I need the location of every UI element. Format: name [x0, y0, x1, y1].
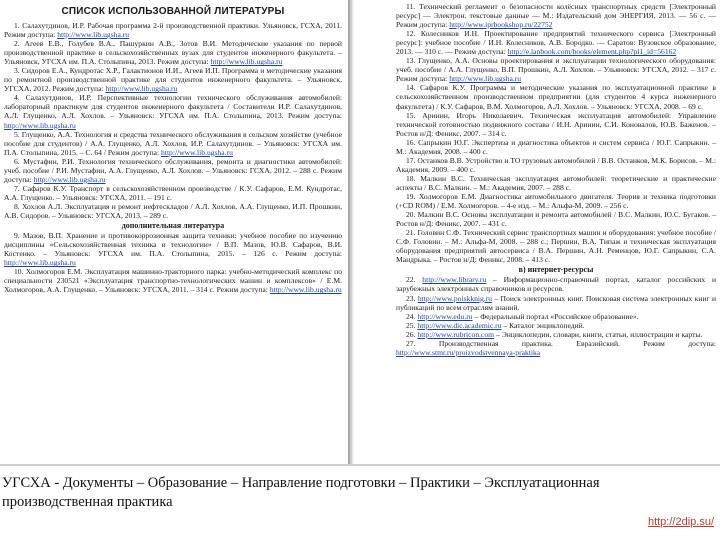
reference-item: 5. Глущенко, А.А. Технология и средства технического обслуживания в сельском хозяйстве (учебное пособие для студентов) / А.А. Глущенко, А.Л. Хохлов, И.Р. Салахутдинов. – Ульяновск: УГСХА им. П.А. Столыпина, 2015. – С. 64 / Режим доступа: http://www.lib.ugsha.ru [4, 129, 342, 157]
reference-item: 21. Головин С.Ф. Технический сервис транспортных машин и оборудования: учебное пособие / С.Ф. Головин. – М.: Альфа-М, 2008. – 288 с.; Першин, В.А. Типаж и техническая эксплуатация оборудования предприятий автосервиса / В.А. Першин, А.Н. Ременцов, Ю.Г. Сапрыкин, С.А. Мандрыка. – Ростов н/Д: Феникс, 2008. – 413 с. [396, 228, 716, 265]
reference-link[interactable]: http://www.poiskknig.ru [417, 293, 493, 303]
reference-item: 7. Сафаров К.У. Транспорт в сельскохозяйственном производстве / К.У. Сафаров, Е.М. Кундротас, А.А. Глущенко. – Ульяновск: УГСХА, 2011. – 191 с. [4, 183, 342, 202]
reference-item: 14. Сафаров К.У. Программа и методические указания по эксплуатационной практике в сельскохозяйственном производственном предприятии (для студентов 4 курса инженерного факультета) / К.У. Сафаров, В.М. Холмогоров, А.Л. Хохлов. – Ульяновск: УГСХА, 2008. – 69 с. [396, 83, 716, 111]
reference-item: 27. Производственная практика. Евразийский. Режим доступа: http://www.stmr.ru/proizvodstvennaya-praktika [396, 338, 716, 357]
reference-link[interactable]: http://www.lib.ugsha.ru [33, 174, 106, 184]
reference-item: 23. http://www.poiskknig.ru – Поиск электронных книг. Поисковая система электронных книг и публикаций по всем отраслям знаний. [396, 293, 717, 312]
reference-link[interactable]: http://www.lib.ugsha.ru [57, 30, 130, 40]
site-link[interactable]: http://2dip.su/ [647, 516, 714, 528]
reference-item: 2. Агеев Е.В., Голубев В.А., Пашуркин А.В., Зотов В.И. Методические указания по первой производственной практике в сельскохозяйственных вузах для студентов инженерного факультета. – Ульяновск, УГСХА им. П.А. Столыпина, 2013. Режим доступа: http://www.lib.ugsha.ru [4, 39, 342, 67]
page-gutter [354, 0, 392, 464]
reference-link[interactable]: http://www.library.ru [422, 275, 487, 285]
reference-link[interactable]: http://www.lib.ugsha.ru [4, 120, 76, 130]
reference-item: 22. http://www.library.ru – Информационно-справочный портал, каталог российских и зарубежных электронных справочников и ресурсов. [396, 275, 717, 294]
reference-item: 10. Холмогоров Е.М. Эксплуатация машинно-тракторного парка: учебно-методический комплекс по специальности 230521 «Эксплуатация транспортно-технологических машин и комплексов» / Е.М. Холмогоров, А.А. Глущенко. – Ульяновск: УГСХА, 2011. – 314 с. Режим доступа: http://www.lib.ugsha.ru [4, 267, 342, 295]
reference-link[interactable]: http://www.lib.ugsha.ru [4, 258, 76, 268]
reference-item: 18. Малкин В.С. Техническая эксплуатация автомобилей: теоретические и практические аспекты / В.С. Малкин. – М.: Академия, 2007. – 288 с. [396, 173, 716, 192]
reference-item: 4. Салахутдинов, И.Р. Перспективные технологии технического обслуживания автомобилей: лабораторный практикум для студентов инженерного факультета / Составители И.Р. Салахутдинов, А.Л. Глущенко, А.Л. Хохлов. – Ульяновск: УГСХА им. П.А. Столыпина, 2013. Режим доступа: http://www.lib.ugsha.ru [4, 93, 342, 130]
reference-item: 9. Мазов, В.П. Хранение и противокоррозионная защита техники: учебное пособие по изучению дисциплины «Сельскохозяйственная техника и технологии» / В.П. Мазов, Ю.В. Сафаров, В.И. Костенко. – Ульяновск: УГСХА им. П.А. Столыпина, 2015. – 126 с. Режим доступа: http://www.lib.ugsha.ru [4, 231, 342, 268]
section-heading: дополнительная литература [121, 221, 225, 231]
reference-link[interactable]: http://www.stmr.ru/proizvodstvennaya-praktika [396, 347, 541, 357]
footer-divider [0, 464, 720, 466]
reference-link[interactable]: http://www.lib.ugsha.ru [269, 285, 342, 295]
reference-link[interactable]: http://e.lanbook.com/books/element.php?pl1_id=56162 [507, 47, 677, 57]
reference-link[interactable]: http://www.lib.ugsha.ru [449, 74, 522, 84]
reference-item: 11. Технический регламент о безопасности колёсных транспортных средств [Электронный ресурс] — Электрон. текстовые данные — М.: Издательский дом ЭНЕРГИЯ, 2013. — 56 с. — Режим доступа: http://www.iprbookshop.ru/22752 [396, 2, 716, 30]
reference-item: 24. http://www.edu.ru – Федеральный портал «Российское образование». [406, 311, 639, 321]
breadcrumb: УГСХА - Документы – Образование – Направление подготовки – Практики – Эксплуатационная производственная практика [2, 475, 600, 510]
reference-link[interactable]: http://www.dic.academic.ru [417, 320, 502, 330]
reference-item: 13. Глущенко, А.А. Основы проектирования и эксплуатации технологического оборудования: учеб. пособие / А.А. Глущенко, В.П. Прошкин, А.Л. Хохлов. – Ульяновск: УГСХА, 2012. – 317 с. Режим доступа: http://www.lib.ugsha.ru [396, 56, 716, 84]
reference-link[interactable]: http://www.lib.ugsha.ru [210, 57, 283, 67]
reference-item: 20. Малкин В.С. Основы эксплуатации и ремонта автомобилей / В.С. Малкин, Ю.С. Бугаков. – Ростов н/Д: Феникс, 2007. – 431 с. [396, 210, 716, 229]
reference-item: 19. Холмогоров Е.М. Диагностика автомобильного двигателя. Теория и техника подготовки (+CD ROM) / Е.М. Холмогоров. – 4-е изд. – М.: Альфа-М, 2009. – 256 с. [396, 191, 716, 211]
document-title: СПИСОК ИСПОЛЬЗОВАННОЙ ЛИТЕРАТУРЫ [61, 6, 285, 17]
reference-link[interactable]: http://www.iprbookshop.ru/22752 [449, 20, 553, 30]
reference-item: 17. Останков В.В. Устройство и ТО грузовых автомобилей / В.В. Останков, М.К. Борисов. – М.: Академия, 2009. – 400 с. [396, 155, 716, 174]
reference-item: 16. Сапрыкин Ю.Г. Экспертиза и диагностика объектов и систем сервиса / Ю.Г. Сапрыкин. – М.: Академия, 2008. – 400 с. [396, 137, 716, 156]
right-reference-list [396, 2, 716, 357]
reference-item: 3. Сидоров Е.А., Кундротас Х.Р., Галактионов И.И., Агеев И.П. Программа и методические указания по ремонтной производственной практике для студентов инженерного факультета. – Ульяновск, УГСХА, 2012. Режим доступа: http://www.lib.ugsha.ru [4, 66, 342, 94]
reference-item: 12. Колесников И.Н. Проектирование предприятий технического сервиса [Электронный ресурс]: учебное пособие / И.Н. Колесников, А.В. Бородко. — Саратов: Вузовское образование, 2013. — 310 с. — Режим доступа: http://e.lanbook.com/books/element.php?pl1_id=56162 [396, 29, 716, 57]
left-reference-list [4, 21, 342, 294]
reference-item: 25. http://www.dic.academic.ru – Каталог энциклопедий. [406, 320, 585, 330]
reference-item: 8. Хохлов А.Л. Эксплуатация и ремонт нефтескладов / А.Л. Хохлов, А.А. Глущенко, И.П. Прошкин, А.В. Сидоров. – Ульяновск: УГСХА, 2013. – 289 с. [4, 201, 342, 220]
right-page-column [392, 0, 720, 464]
section-heading-internet: в) интернет-ресурсы [518, 265, 594, 275]
reference-link[interactable]: http://www.lib.ugsha.ru [105, 84, 178, 94]
footer-bar [0, 464, 720, 540]
reference-link[interactable]: http://www.edu.ru [417, 311, 473, 321]
reference-item: 26. http://www.rubricon.com – Энциклопедии, словари, книги, статьи, иллюстрации и карты. [406, 329, 703, 339]
reference-item: 1. Салахутдинов, И.Р. Рабочая программа 2-й производственной практики. Ульяновск, ГСХА, 2011. Режим доступа: http://www.lib.ugsha.ru [4, 21, 342, 40]
reference-link[interactable]: http://www.lib.ugsha.ru [161, 147, 233, 157]
left-page-column [0, 0, 348, 464]
reference-item: 15. Аринин, Игорь Николаевич. Техническая эксплуатация автомобилей: Управление технической готовностью подвижного состава / И.Н. Аринин, С.И. Коновалов, Ю.В. Баженов. – Ростов н/Д: Феникс, 2007. – 314 с. [396, 110, 716, 138]
reference-item: 6. Мустафин, Р.И. Технология технического обслуживания, ремонта и диагностики автомобилей: учеб. пособие / Р.И. Мустафин, А.А. Глущенко, А.Л. Хохлов. – Ульяновск: ГСХА, 2012. – 288 с. Режим доступа: http://www.lib.ugsha.ru [4, 156, 342, 184]
reference-link[interactable]: http://www.rubricon.com [417, 329, 495, 339]
